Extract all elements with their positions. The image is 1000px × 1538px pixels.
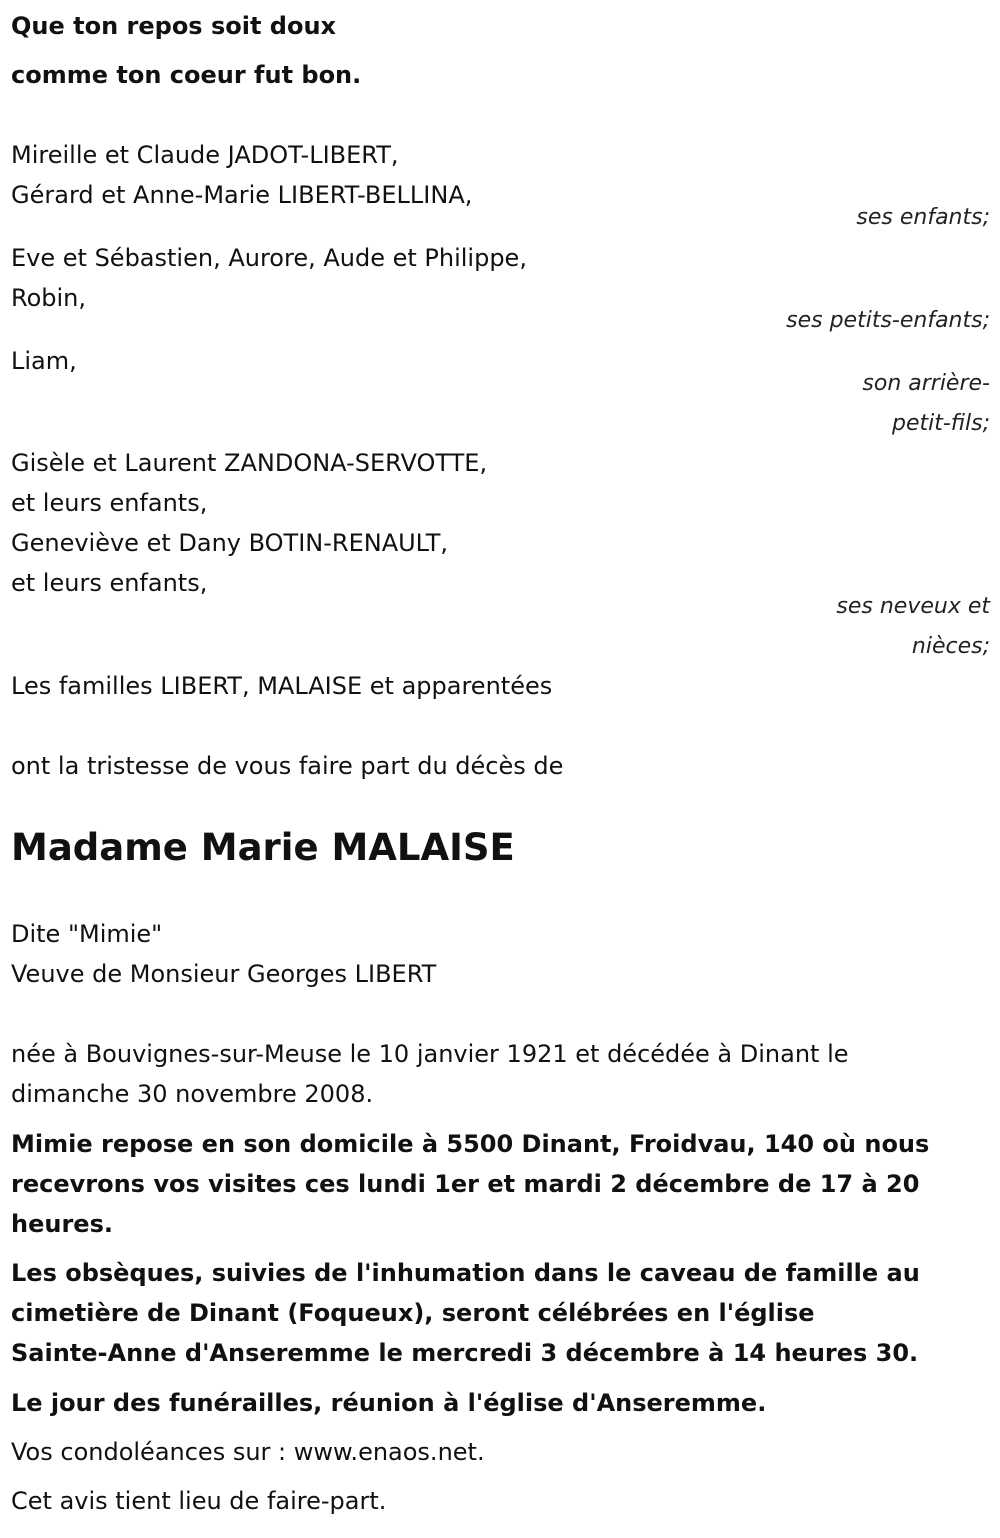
- meeting-line: Le jour des funérailles, réunion à l'église d'Anseremme.: [11, 1389, 767, 1417]
- great-grandchild-name: Liam,: [11, 347, 77, 375]
- condolences-line: Vos condoléances sur : www.enaos.net.: [11, 1438, 485, 1466]
- grandchildren-name-2: Robin,: [11, 284, 87, 312]
- deceased-widow-of: Veuve de Monsieur Georges LIBERT: [11, 960, 437, 988]
- funeral-line-1: Les obsèques, suivies de l'inhumation dans le caveau de famille au: [11, 1259, 920, 1287]
- deceased-nickname: Dite "Mimie": [11, 920, 163, 948]
- nephews-relation-1: ses neveux et: [836, 594, 990, 619]
- visitation-line-2: recevrons vos visites ces lundi 1er et mardi 2 décembre de 17 à 20: [11, 1170, 920, 1198]
- announcement-line: ont la tristesse de vous faire part du décès de: [11, 752, 564, 780]
- birth-death-line-2: dimanche 30 novembre 2008.: [11, 1080, 374, 1108]
- children-name-2: Gérard et Anne-Marie LIBERT-BELLINA,: [11, 181, 473, 209]
- nephews-name-4: et leurs enfants,: [11, 569, 208, 597]
- nephews-name-1: Gisèle et Laurent ZANDONA-SERVOTTE,: [11, 449, 488, 477]
- families-line: Les familles LIBERT, MALAISE et apparentées: [11, 672, 553, 700]
- visitation-line-1: Mimie repose en son domicile à 5500 Dinant, Froidvau, 140 où nous: [11, 1130, 930, 1158]
- children-name-1: Mireille et Claude JADOT-LIBERT,: [11, 141, 399, 169]
- notice-line: Cet avis tient lieu de faire-part.: [11, 1487, 387, 1515]
- nephews-relation-2: nièces;: [911, 634, 990, 659]
- grandchildren-name-1: Eve et Sébastien, Aurore, Aude et Philippe,: [11, 244, 527, 272]
- nephews-name-2: et leurs enfants,: [11, 489, 208, 517]
- grandchildren-relation: ses petits-enfants;: [786, 308, 990, 333]
- birth-death-line-1: née à Bouvignes-sur-Meuse le 10 janvier 1921 et décédée à Dinant le: [11, 1040, 849, 1068]
- deceased-name: Madame Marie MALAISE: [11, 826, 515, 869]
- children-relation: ses enfants;: [856, 205, 990, 230]
- great-grandchild-relation-1: son arrière-: [862, 371, 990, 396]
- funeral-line-2: cimetière de Dinant (Foqueux), seront célébrées en l'église: [11, 1299, 815, 1327]
- great-grandchild-relation-2: petit-fils;: [891, 411, 990, 436]
- nephews-name-3: Geneviève et Dany BOTIN-RENAULT,: [11, 529, 449, 557]
- epigraph-line-2: comme ton coeur fut bon.: [11, 61, 362, 89]
- epigraph-line-1: Que ton repos soit doux: [11, 12, 337, 40]
- visitation-line-3: heures.: [11, 1210, 113, 1238]
- funeral-line-3: Sainte-Anne d'Anseremme le mercredi 3 décembre à 14 heures 30.: [11, 1339, 919, 1367]
